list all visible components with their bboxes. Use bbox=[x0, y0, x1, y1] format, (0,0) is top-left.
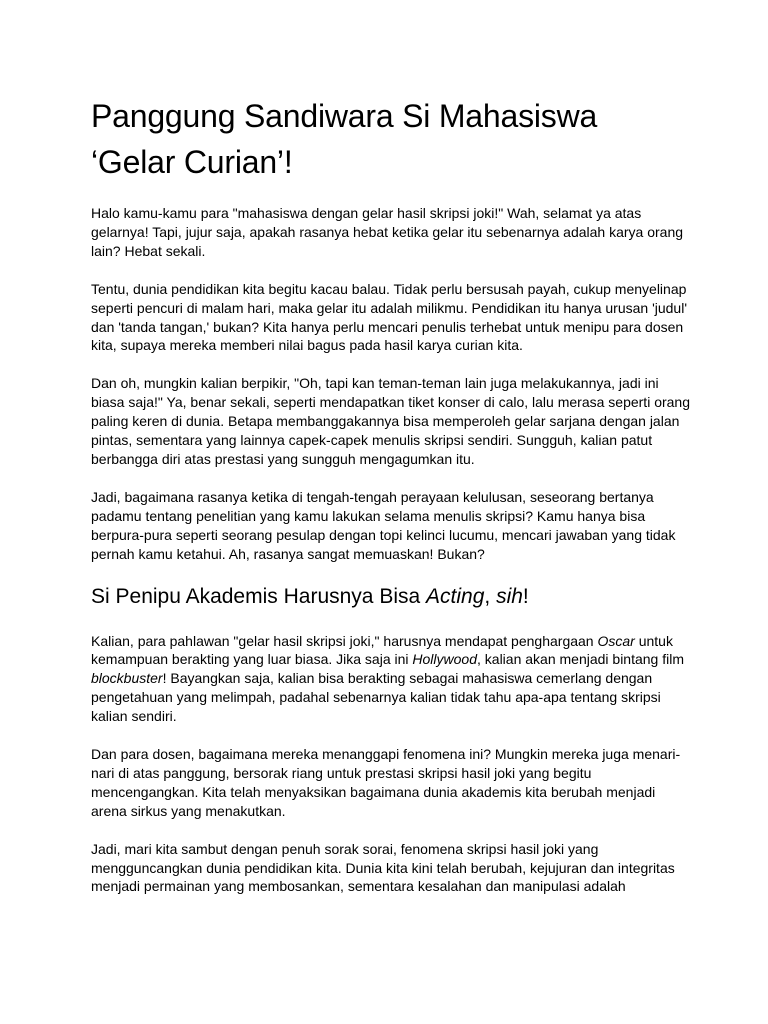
paragraph-5-blockbuster: blockbuster bbox=[91, 670, 163, 687]
paragraph-5-e: , kalian akan menjadi bintang film bbox=[477, 651, 685, 668]
article-title bbox=[91, 93, 691, 185]
paragraph-5-a: Kalian, para pahlawan "gelar hasil skripsi joki," harusnya mendapat penghargaan bbox=[91, 632, 598, 649]
paragraph-5-hollywood: Hollywood bbox=[412, 651, 477, 668]
section-heading-sih: sih bbox=[496, 584, 523, 608]
paragraph-7: Jadi, mari kita sambut dengan penuh sorak sorai, fenomena skripsi hasil joki yang mengguncangkan dunia pendidikan kita. Dunia kita kini telah berubah, kejujuran dan integritas menjadi permainan yang membosankan, sementara kesalahan dan manipulasi adalah bbox=[91, 840, 675, 895]
paragraph-6: Dan para dosen, bagaimana mereka menanggapi fenomena ini? Mungkin mereka juga menari-nari di atas panggung, bersorak riang untuk prestasi skripsi hasil joki yang begitu mencengangkan. Kita telah menyaksikan bagaimana dunia akademis kita berubah menjadi arena sirkus yang menakutkan. bbox=[91, 746, 681, 819]
section-heading-part3: , bbox=[484, 584, 497, 608]
paragraph-5-c: untuk kemampuan berakting yang luar biasa. Jika saja ini bbox=[91, 632, 673, 668]
section-heading-part1: Si Penipu Akademis Harusnya Bisa bbox=[91, 584, 427, 608]
article-title-line1: Panggung Sandiwara Si Mahasiswa bbox=[91, 98, 598, 134]
paragraph-5-oscar: Oscar bbox=[597, 632, 635, 649]
paragraph-1: Halo kamu-kamu para "mahasiswa dengan gelar hasil skripsi joki!" Wah, selamat ya atas gelarnya! Tapi, jujur saja, apakah rasanya hebat ketika gelar itu sebenarnya adalah karya orang lain? Hebat sekali. bbox=[91, 205, 684, 259]
article-title-line2: ‘Gelar Curian’! bbox=[91, 144, 293, 180]
section-heading-part5: ! bbox=[522, 584, 529, 608]
section-heading-acting: Acting bbox=[426, 584, 485, 608]
paragraph-2: Tentu, dunia pendidikan kita begitu kacau balau. Tidak perlu bersusah payah, cukup menyelinap seperti pencuri di malam hari, maka gelar itu adalah milikmu. Pendidikan itu hanya urusan 'judul' dan 'tanda tangan,' bukan? Kita hanya perlu mencari penulis terhebat untuk menipu para dosen kita, supaya mereka memberi nilai bagus pada hasil karya curian kita. bbox=[91, 280, 687, 354]
article-body bbox=[91, 90, 691, 896]
section-heading bbox=[91, 583, 691, 611]
paragraph-5 bbox=[91, 632, 691, 727]
paragraph-3: Dan oh, mungkin kalian berpikir, "Oh, tapi kan teman-teman lain juga melakukannya, jadi ini biasa saja!" Ya, benar sekali, seperti mendapatkan tiket konser di calo, lalu merasa seperti orang paling keren di dunia. Betapa membanggakannya bisa memperoleh gelar sarjana dengan jalan pintas, sementara yang lainnya capek-capek menulis skripsi sendiri. Sungguh, kalian patut berbangga diri atas prestasi yang sungguh mengagumkan itu. bbox=[91, 375, 691, 467]
paragraph-5-g: ! Bayangkan saja, kalian bisa berakting sebagai mahasiswa cemerlang dengan pengetahuan yang melimpah, padahal sebenarnya kalian tidak tahu apa-apa tentang skripsi kalian sendiri. bbox=[91, 670, 661, 725]
paragraph-4: Jadi, bagaimana rasanya ketika di tengah-tengah perayaan kelulusan, seseorang bertanya padamu tentang penelitian yang kamu lakukan selama menulis skripsi? Kamu hanya bisa berpura-pura seperti seorang pesulap dengan topi kelinci lucumu, mencari jawaban yang tidak pernah kamu ketahui. Ah, rasanya sangat memuaskan! Bukan? bbox=[91, 488, 676, 562]
